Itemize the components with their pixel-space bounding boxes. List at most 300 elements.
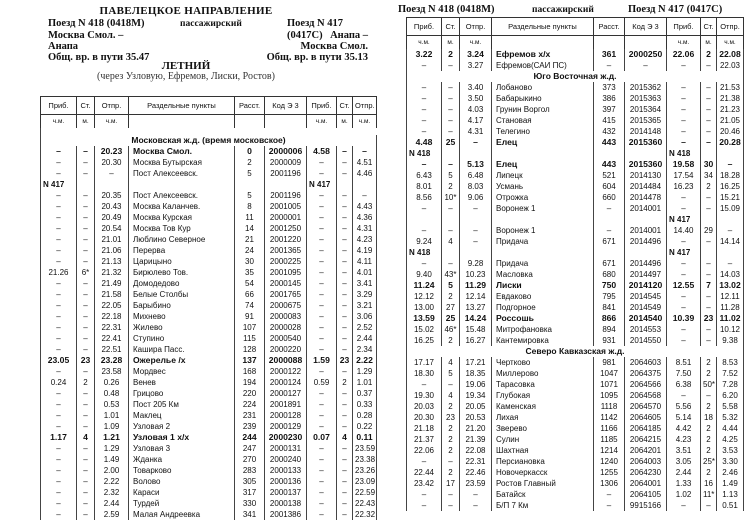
distance: 231 (235, 410, 265, 421)
col-dep: Отпр. (460, 18, 492, 36)
station-row (41, 234, 377, 245)
dep-time-back: 23.26 (353, 465, 377, 476)
dep-time-back: 9.38 (717, 335, 744, 346)
station-name: Ефремов(САИ ПС) (492, 60, 594, 71)
distance: 931 (594, 335, 625, 346)
stop-min-back: – (701, 258, 717, 269)
station-row (407, 225, 744, 236)
arr-time-back: 10.39 (667, 313, 701, 324)
empty-cell (625, 214, 667, 225)
distance: 8 (235, 201, 265, 212)
stop-min: – (77, 388, 95, 399)
timetable-right (406, 17, 744, 511)
arr-time-back: – (307, 190, 337, 201)
arr-time: – (41, 256, 77, 267)
distance: – (594, 203, 625, 214)
train-number-marker-row (407, 214, 744, 225)
arr-time: 13.00 (407, 302, 442, 313)
distance: 74 (235, 300, 265, 311)
empty-cell (492, 214, 594, 225)
station-code: 2000001 (265, 212, 307, 223)
distance: 415 (594, 115, 625, 126)
empty-cell (442, 214, 460, 225)
arr-time: – (41, 212, 77, 223)
arr-time-back: – (667, 390, 701, 401)
dep-time-back: 3.21 (353, 300, 377, 311)
station-row (407, 302, 744, 313)
stop-min-back: 2 (701, 467, 717, 478)
empty-cell (235, 179, 265, 190)
train-back-number: Поезд N 417 (0417С) (287, 18, 344, 41)
empty-cell (492, 247, 594, 258)
arr-time-back: 5.14 (667, 412, 701, 423)
stop-min: – (77, 201, 95, 212)
dep-time: 23.28 (95, 355, 129, 366)
distance: 11 (235, 212, 265, 223)
station-name: Мордвес (129, 366, 235, 377)
dep-time: 18.35 (460, 368, 492, 379)
stop-min: 2 (77, 377, 95, 388)
dep-time: 14.24 (460, 313, 492, 324)
station-name: Грунин Воргол (492, 104, 594, 115)
distance: 341 (235, 509, 265, 520)
dep-time-back: 21.05 (717, 115, 744, 126)
unit-label: м. (701, 36, 717, 50)
distance: 1118 (594, 401, 625, 412)
arr-time-back: 2.44 (667, 467, 701, 478)
dep-time-back: 4.51 (353, 157, 377, 168)
dep-time-back: 4.44 (717, 423, 744, 434)
arr-time: 0.24 (41, 377, 77, 388)
station-code: 2064605 (625, 412, 667, 423)
distance: 397 (594, 104, 625, 115)
train-out-from: Москва Смол. – (48, 30, 124, 41)
dep-time-back: 23.59 (353, 443, 377, 454)
dep-time: 22.05 (95, 300, 129, 311)
station-row (407, 368, 744, 379)
dep-time-back: 12.11 (717, 291, 744, 302)
station-row-major (41, 355, 377, 366)
empty-cell (594, 247, 625, 258)
dep-time-back: 3.30 (717, 456, 744, 467)
empty-cell (717, 247, 744, 258)
station-name: Москва Бутырская (129, 157, 235, 168)
distance: 107 (235, 322, 265, 333)
dep-time: 9.28 (460, 258, 492, 269)
arr-time-back: 3.05 (667, 456, 701, 467)
arr-time: – (407, 60, 442, 71)
station-row-major (407, 313, 744, 324)
dep-time-back: – (353, 146, 377, 157)
arr-time: – (41, 366, 77, 377)
arr-time-back: – (307, 509, 337, 520)
arr-time: – (41, 388, 77, 399)
empty-cell (77, 179, 95, 190)
empty-cell (442, 148, 460, 159)
stop-min: 6* (77, 267, 95, 278)
stop-min: 2 (442, 434, 460, 445)
dep-time: 3.24 (460, 49, 492, 60)
unit-empty (625, 36, 667, 50)
arr-time-back: – (307, 498, 337, 509)
arr-time: – (41, 333, 77, 344)
arr-time-back: 1.59 (307, 355, 337, 366)
stop-min-back: 2 (701, 368, 717, 379)
station-name: Лиски (492, 280, 594, 291)
stop-min: – (77, 509, 95, 520)
dep-time-back: 4.43 (353, 201, 377, 212)
arr-time: 21.26 (41, 267, 77, 278)
empty-cell (594, 148, 625, 159)
station-code: 2001765 (265, 289, 307, 300)
unit-empty (129, 115, 235, 129)
train-marker-out: N 418 (407, 247, 442, 258)
arr-time: – (41, 476, 77, 487)
arr-time: 16.25 (407, 335, 442, 346)
distance: 115 (235, 333, 265, 344)
station-row (407, 489, 744, 500)
station-name: Шахтная (492, 445, 594, 456)
dep-time: 4.31 (460, 126, 492, 137)
travel-time-back: Общ. вр. в пути 35.13 (266, 52, 368, 63)
station-name: Турдей (129, 498, 235, 509)
dep-time-back: 4.19 (353, 245, 377, 256)
section-title: Северо Кавказская ж.д. (407, 346, 744, 357)
arr-time: – (41, 399, 77, 410)
station-code: 2001891 (265, 399, 307, 410)
empty-cell (95, 179, 129, 190)
col-stop: Ст. (77, 97, 95, 115)
dep-time: 9.06 (460, 192, 492, 203)
stop-min-back: – (337, 443, 353, 454)
distance: 443 (594, 137, 625, 148)
station-row (407, 236, 744, 247)
station-name: Михнево (129, 311, 235, 322)
station-code: 2000138 (265, 498, 307, 509)
arr-time: – (41, 234, 77, 245)
empty-cell (625, 247, 667, 258)
station-code: 2000240 (265, 454, 307, 465)
dep-time: 1.21 (95, 432, 129, 443)
distance: 443 (594, 159, 625, 170)
dep-time: 22.41 (95, 333, 129, 344)
railway-section-header (41, 135, 377, 146)
arr-time: – (41, 311, 77, 322)
stop-min: 43* (442, 269, 460, 280)
station-name: Отрожка (492, 192, 594, 203)
col-arr: Приб. (41, 97, 77, 115)
station-name: Лихая (492, 412, 594, 423)
station-row (41, 278, 377, 289)
arr-time: – (407, 126, 442, 137)
empty-cell (701, 214, 717, 225)
unit-empty (492, 36, 594, 50)
stop-min: 25 (442, 313, 460, 324)
station-code: 2000088 (265, 355, 307, 366)
arr-time: 20.30 (407, 412, 442, 423)
stop-min-back: – (337, 146, 353, 157)
station-name: Каменская (492, 401, 594, 412)
dep-time: 21.20 (460, 423, 492, 434)
station-code: 2064375 (625, 368, 667, 379)
distance: 30 (235, 256, 265, 267)
station-row (41, 168, 377, 179)
dep-time: 21.01 (95, 234, 129, 245)
station-name: Елец (492, 137, 594, 148)
distance: 1047 (594, 368, 625, 379)
station-row (41, 344, 377, 355)
arr-time-back: – (667, 104, 701, 115)
stop-min: – (77, 344, 95, 355)
arr-time: – (407, 203, 442, 214)
distance: – (594, 500, 625, 511)
stop-min-back: – (337, 289, 353, 300)
station-name: Кашира Пасс. (129, 344, 235, 355)
stop-min-back: – (337, 509, 353, 520)
distance: 305 (235, 476, 265, 487)
unit-label: ч.м. (667, 36, 701, 50)
station-row (407, 456, 744, 467)
empty-cell (717, 214, 744, 225)
stop-min-back: – (701, 82, 717, 93)
station-name: Сулин (492, 434, 594, 445)
stop-min: 4 (442, 390, 460, 401)
distance: 680 (594, 269, 625, 280)
distance: 283 (235, 465, 265, 476)
arr-time-back: 19.58 (667, 159, 701, 170)
arr-time: 9.24 (407, 236, 442, 247)
dep-time: 23.58 (95, 366, 129, 377)
distance: 66 (235, 289, 265, 300)
arr-time: – (41, 289, 77, 300)
stop-min-back: – (337, 454, 353, 465)
station-row (407, 401, 744, 412)
arr-time: – (41, 487, 77, 498)
stop-min-back: 23 (337, 355, 353, 366)
arr-time-back: – (667, 60, 701, 71)
dep-time-back: 4.25 (717, 434, 744, 445)
station-code: 2001196 (265, 190, 307, 201)
distance: 168 (235, 366, 265, 377)
dep-time-back: 0.22 (353, 421, 377, 432)
stop-min-back: – (337, 256, 353, 267)
dep-time: 23.59 (460, 478, 492, 489)
station-code: 2014001 (625, 203, 667, 214)
stop-min: 4 (442, 357, 460, 368)
dep-time-back: 22.08 (717, 49, 744, 60)
station-row (41, 322, 377, 333)
station-code: 2014148 (625, 126, 667, 137)
station-row (41, 487, 377, 498)
stop-min-back: – (701, 203, 717, 214)
arr-time: 21.37 (407, 434, 442, 445)
arr-time-back: – (307, 443, 337, 454)
dep-time: 22.31 (95, 322, 129, 333)
stop-min-back: 2 (701, 49, 717, 60)
station-row (407, 500, 744, 511)
col-dep: Отпр. (95, 97, 129, 115)
arr-time: 15.02 (407, 324, 442, 335)
station-row (41, 190, 377, 201)
station-name: Усмань (492, 181, 594, 192)
arr-time: – (41, 509, 77, 520)
col-code: Код Э 3 (265, 97, 307, 115)
station-row (407, 104, 744, 115)
station-row (407, 192, 744, 203)
units-row (41, 115, 377, 129)
stop-min: – (442, 104, 460, 115)
empty-cell (625, 148, 667, 159)
dep-time: 22.18 (95, 311, 129, 322)
col-stop-back: Ст. (701, 18, 717, 36)
distance: 244 (235, 432, 265, 443)
station-row (407, 203, 744, 214)
dep-time: 2.59 (95, 509, 129, 520)
arr-time-back: – (667, 258, 701, 269)
arr-time-back: – (667, 335, 701, 346)
dep-time-back: 5.32 (717, 412, 744, 423)
stop-min-back: – (701, 93, 717, 104)
station-name: Батайск (492, 489, 594, 500)
stop-min-back: 7 (701, 280, 717, 291)
distance: 220 (235, 388, 265, 399)
stop-min: – (77, 245, 95, 256)
arr-time: 8.01 (407, 181, 442, 192)
distance: 128 (235, 344, 265, 355)
train-number-marker-row (41, 179, 377, 190)
dep-time-back: 20.46 (717, 126, 744, 137)
stop-min-back: – (337, 157, 353, 168)
arr-time: 8.56 (407, 192, 442, 203)
station-code: 2064001 (625, 478, 667, 489)
dep-time-back: 23.38 (353, 454, 377, 465)
distance: 24 (235, 245, 265, 256)
dep-time-back: 4.01 (353, 267, 377, 278)
distance: 750 (594, 280, 625, 291)
dep-time-back: 2.44 (353, 333, 377, 344)
arr-time-back: – (307, 454, 337, 465)
dep-time-back: 21.53 (717, 82, 744, 93)
arr-time-back: 0.07 (307, 432, 337, 443)
dep-time: 20.54 (95, 223, 129, 234)
dep-time-back: 14.14 (717, 236, 744, 247)
empty-cell (353, 179, 377, 190)
stop-min-back: 4 (337, 432, 353, 443)
dep-time: 1.49 (95, 454, 129, 465)
stop-min-back: – (337, 476, 353, 487)
train-out-to: Анапа (48, 41, 79, 52)
station-name: Россошь (492, 313, 594, 324)
dep-time-back: 4.36 (353, 212, 377, 223)
stop-min-back: – (701, 302, 717, 313)
train-number-marker-row (407, 247, 744, 258)
stop-min-back: – (337, 366, 353, 377)
station-code: 2001386 (265, 509, 307, 520)
distance: – (594, 225, 625, 236)
stop-min-back: 11* (701, 489, 717, 500)
train-back-number: Поезд N 417 (0417С) (628, 4, 723, 15)
station-name: Домодедово (129, 278, 235, 289)
station-row (41, 300, 377, 311)
arr-time: – (41, 322, 77, 333)
station-row (41, 454, 377, 465)
distance: 91 (235, 311, 265, 322)
stop-min-back: – (701, 236, 717, 247)
arr-time: – (41, 410, 77, 421)
dep-time: 6.48 (460, 170, 492, 181)
distance: 604 (594, 181, 625, 192)
stop-min-back: 18 (701, 412, 717, 423)
stop-min-back: 2 (701, 181, 717, 192)
station-name: Евдаково (492, 291, 594, 302)
stop-min-back: – (337, 267, 353, 278)
arr-time-back: 4.42 (667, 423, 701, 434)
station-row (41, 256, 377, 267)
stop-min-back: – (337, 465, 353, 476)
arr-time-back: – (307, 234, 337, 245)
arr-time-back: 0.59 (307, 377, 337, 388)
stop-min: – (442, 203, 460, 214)
station-row (41, 410, 377, 421)
dep-time: 11.29 (460, 280, 492, 291)
arr-time-back: – (307, 465, 337, 476)
distance: 2 (235, 157, 265, 168)
dep-time-back: 4.23 (353, 234, 377, 245)
train-back-from: Анапа – (330, 30, 368, 41)
stop-min-back: – (701, 390, 717, 401)
station-code: 2064003 (625, 456, 667, 467)
stop-min: – (77, 487, 95, 498)
dep-time: 22.08 (460, 445, 492, 456)
station-row (41, 366, 377, 377)
stop-min-back: – (701, 324, 717, 335)
stop-min-back: 23 (701, 313, 717, 324)
station-name: Пост Алексеевск. (129, 190, 235, 201)
stop-min: – (442, 379, 460, 390)
station-name: Маклец (129, 410, 235, 421)
stop-min-back: – (337, 333, 353, 344)
stop-min: 5 (442, 170, 460, 181)
dep-time-back: 20.28 (717, 137, 744, 148)
arr-time-back: 22.06 (667, 49, 701, 60)
station-code: 2064230 (625, 467, 667, 478)
route-via: (через Узловую, Ефремов, Лиски, Ростов) (97, 71, 275, 82)
arr-time: 22.06 (407, 445, 442, 456)
dep-time: 4.17 (460, 115, 492, 126)
empty-cell (717, 148, 744, 159)
arr-time: 19.30 (407, 390, 442, 401)
dep-time-back: 11.02 (717, 313, 744, 324)
header-row (407, 18, 744, 36)
arr-time-back: – (307, 245, 337, 256)
arr-time: – (407, 82, 442, 93)
station-code: 2014497 (625, 269, 667, 280)
dep-time: 19.34 (460, 390, 492, 401)
distance: – (594, 60, 625, 71)
station-code: 2064568 (625, 390, 667, 401)
station-row (41, 443, 377, 454)
stop-min: – (442, 60, 460, 71)
stop-min: 5 (442, 280, 460, 291)
dep-time-back: 8.53 (717, 357, 744, 368)
arr-time-back: 7.50 (667, 368, 701, 379)
dep-time-back: 0.11 (353, 432, 377, 443)
stop-min-back: – (337, 234, 353, 245)
station-code: 2000220 (265, 344, 307, 355)
dep-time-back: 23.09 (353, 476, 377, 487)
station-name: Караси (129, 487, 235, 498)
stop-min: 2 (442, 49, 460, 60)
